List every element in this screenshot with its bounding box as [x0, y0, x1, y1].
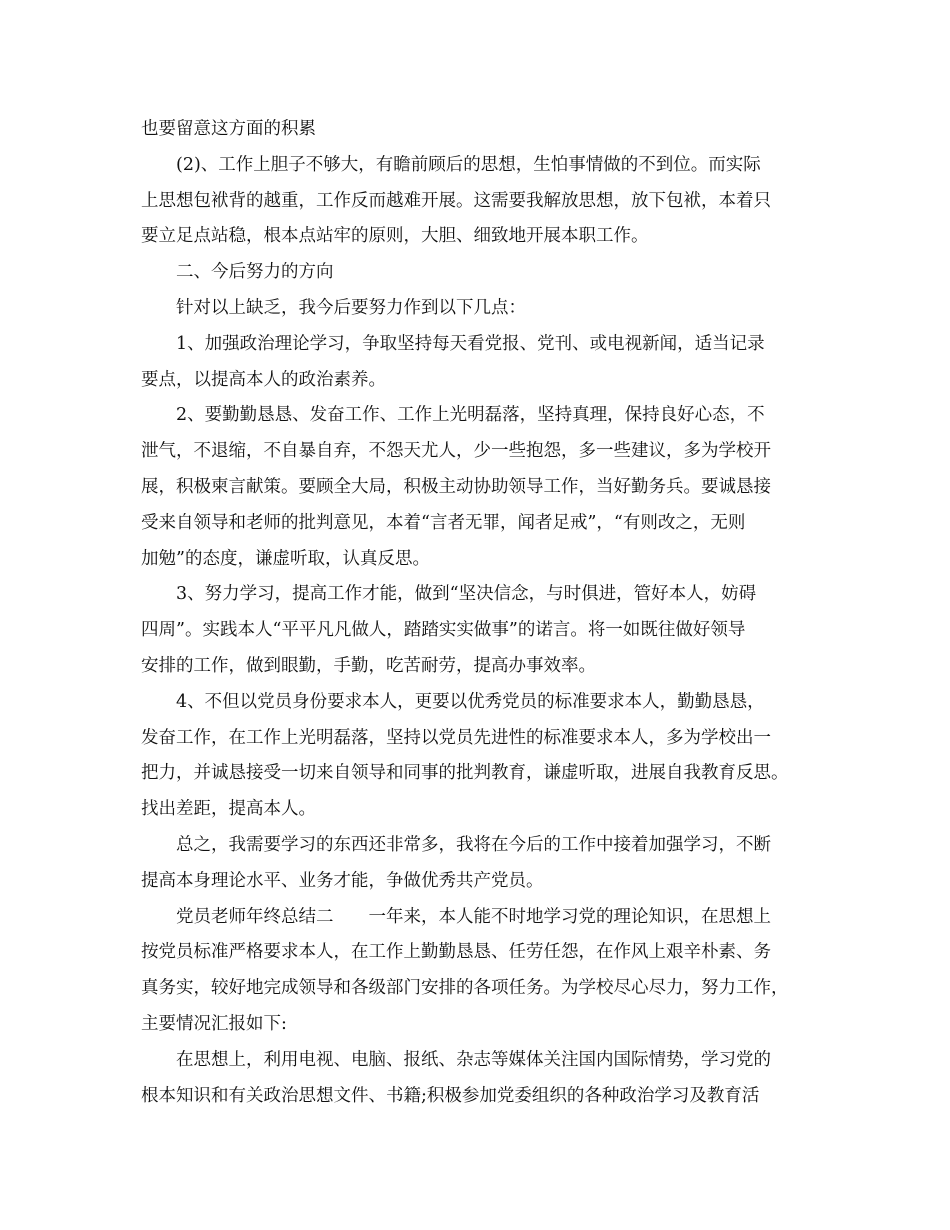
- text-line: 四周”。实践本人“平平凡凡做人，踏踏实实做事”的诺言。将一如既往做好领导: [141, 620, 746, 641]
- text-line: 总之，我需要学习的东西还非常多，我将在今后的工作中接着加强学习，不断: [176, 834, 771, 855]
- text-line: 按党员标准严格要求本人，在工作上勤勤恳恳、任劳任怨，在作风上艰辛朴素、务: [141, 942, 771, 963]
- text-line: 找出差距，提高本人。: [141, 799, 316, 820]
- text-line: 真务实，较好地完成领导和各级部门安排的各项任务。为学校尽心尽力，努力工作，: [141, 978, 789, 999]
- text-line: 1、加强政治理论学习，争取坚持每天看党报、党刊、或电视新闻，适当记录: [176, 333, 765, 354]
- text-line: 加勉”的态度，谦虚听取，认真反思。: [141, 548, 430, 569]
- text-line: 上思想包袱背的越重，工作反而越难开展。这需要我解放思想，放下包袱，本着只: [141, 190, 771, 211]
- text-line: 展，积极柬言献策。要顾全大局，积极主动协助领导工作，当好勤务兵。要诚恳接: [141, 476, 771, 497]
- document-body: [141, 112, 821, 1114]
- section-heading: 二、今后努力的方向: [176, 262, 334, 283]
- text-line: (2)、工作上胆子不够大，有瞻前顾后的思想，生怕事情做的不到位。而实际: [176, 154, 761, 175]
- text-line: 把力，并诚恳接受一切来自领导和同事的批判教育，谦虚听取，进展自我教育反思。: [141, 763, 789, 784]
- text-line: 3、努力学习，提高工作才能，做到“坚决信念，与时俱进，管好本人，妨碍: [176, 584, 757, 605]
- text-line: 也要留意这方面的积累: [141, 119, 316, 139]
- text-line: 要点，以提高本人的政治素养。: [141, 369, 386, 390]
- text-line: 在思想上，利用电视、电脑、报纸、杂志等媒体关注国内国际情势，学习党的: [176, 1049, 771, 1070]
- text-line: 4、不但以党员身份要求本人，更要以优秀党员的标准要求本人，勤勤恳恳，: [176, 691, 765, 712]
- text-line: 根本知识和有关政治思想文件、书籍;积极参加党委组织的各种政治学习及教育活: [141, 1085, 760, 1106]
- text-line: 党员老师年终总结二 一年来，本人能不时地学习党的理论知识，在思想上: [176, 906, 771, 927]
- text-line: 针对以上缺乏，我今后要努力作到以下几点：: [176, 297, 526, 318]
- text-line: 泄气，不退缩，不自暴自弃，不怨天尤人，少一些抱怨，多一些建议，多为学校开: [141, 441, 771, 462]
- text-line: 要立足点站稳，根本点站牢的原则，大胆、细致地开展本职工作。: [141, 226, 649, 247]
- text-line: 2、要勤勤恳恳、发奋工作、工作上光明磊落，坚持真理，保持良好心态，不: [176, 405, 765, 426]
- text-line: 安排的工作，做到眼勤，手勤，吃苦耐劳，提高办事效率。: [141, 655, 596, 676]
- text-line: 提高本身理论水平、业务才能，争做优秀共产党员。: [141, 870, 544, 891]
- text-line: 主要情况汇报如下:: [141, 1013, 287, 1034]
- text-line: 受来自领导和老师的批判意见，本着“言者无罪，闻者足戒”，“有则改之，无则: [141, 512, 746, 533]
- text-line: 发奋工作，在工作上光明磊落，坚持以党员先进性的标准要求本人，多为学校出一: [141, 727, 771, 748]
